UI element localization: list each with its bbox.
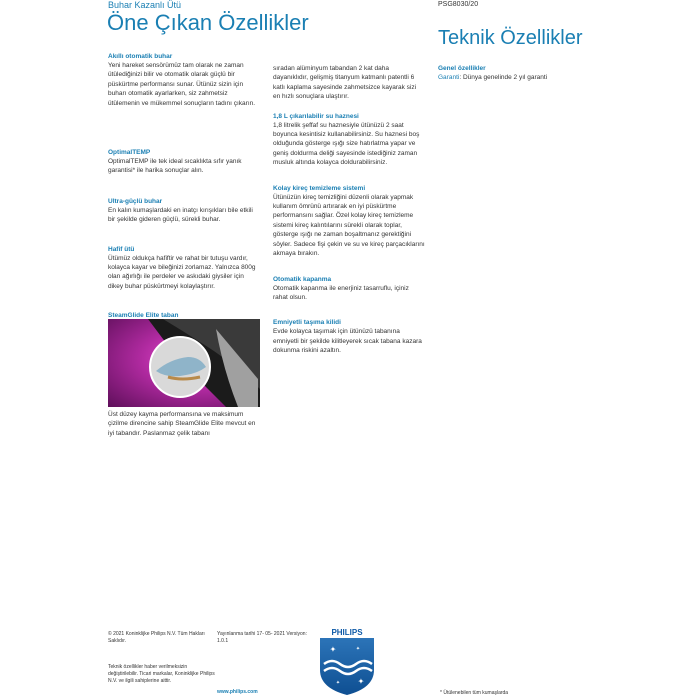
feature-title: Akıllı otomatik buhar [108, 53, 173, 60]
tech-spec-block [438, 64, 618, 82]
feature-title: 1,8 L çıkarılabilir su haznesi [273, 112, 359, 120]
steamglide-soleplate-image [108, 319, 260, 407]
footer-disclaimer: Teknik özellikler haber verilmeksizin değiştirilebilir. Ticari markalar, Koninklijke Philips N.V. ve ilgili sahiplerine aittir. [108, 664, 215, 684]
footer-url[interactable]: www.philips.com [217, 689, 258, 695]
philips-wordmark: PHILIPS [331, 628, 363, 637]
warranty-value: : Dünya genelinde 2 yıl garanti [459, 74, 548, 81]
tech-specs-title: Teknik Özellikler [438, 27, 583, 49]
feature-ultra-steam [108, 197, 258, 225]
steamglide-continued-text: sıradan alüminyum tabandan 2 kat daha dayanıklıdır, gelişmiş titanyum katmanlı patentli 6 katlı kaplama sayesinde zahmetsizce kayarak sizi en hızlı sonuçlara ulaştırır. [273, 65, 417, 101]
steamglide-caption: Üst düzey kayma performansına ve maksimum çizilme direncine sahip SteamGlide Elite mevcut en iyi tabandır. Paslanmaz çelik tabanı [108, 411, 256, 437]
feature-water-tank [273, 112, 425, 168]
feature-title: OptimalTEMP [108, 149, 151, 157]
feature-title: Kolay kireç temizleme sistemi [273, 184, 366, 192]
iron-illustration [108, 319, 260, 407]
footer-footnote: * Ütülenebilen tüm kumaşlarda [440, 690, 509, 696]
feature-safety-lock [273, 318, 425, 355]
feature-title: Hafif ütü [108, 245, 135, 253]
feature-title: Emniyetli taşıma kilidi [273, 319, 341, 327]
feature-text: Ütünüzün kireç temizliğini düzenli olarak yapmak kullanım ömrünü artırarak en iyi püskürtme performansını sağlar. Özel kolay kireç temizleme sistemi kireç kalıntılarını sürekli olarak toplar, gösterge ışığı ne zaman boşaltmanız gerektiğini söyler. Sadece fişi çekin ve su ve kireç parçacıklarını akmaya bırakın. [273, 193, 425, 258]
feature-title: Otomatik kapanma [273, 275, 332, 283]
feature-text: Yeni hareket sensörümüz tam olarak ne zaman ütülediğinizi bilir ve otomatik olarak güçlü bir püskürtme performansı sunar. Ütünüz sizin için buharı otomatik ayarlarken, siz zahmetsiz ütülemenin ve mükemmel sonuçların tadını çıkarın. [108, 62, 256, 107]
feature-light-iron [108, 245, 258, 292]
general-specs-label: Genel özellikler [438, 65, 486, 72]
features-column-2 [273, 64, 425, 356]
warranty-key: Garanti [438, 74, 460, 81]
feature-text: Otomatik kapanma ile enerjiniz tasarruflu, içiniz rahat olsun. [273, 284, 409, 301]
feature-optimaltemp [108, 148, 258, 176]
feature-auto-off [273, 275, 425, 303]
header-subtitle: Buhar Kazanlı Ütü [108, 0, 182, 10]
features-column-1 [108, 52, 258, 320]
svg-text:✦: ✦ [329, 645, 337, 654]
svg-text:✦: ✦ [335, 680, 341, 686]
feature-text: OptimalTEMP ile tek ideal sıcaklıkta sıfır yanık garantisi* ile harika sonuçlar alın. [108, 158, 242, 175]
page-title: Öne Çıkan Özellikler [107, 10, 309, 35]
footer-copyright: © 2021 Koninklijke Philips N.V. Tüm Hakları Saklıdır. [108, 631, 205, 644]
feature-title: SteamGlide Elite taban [108, 312, 179, 320]
svg-text:✦: ✦ [355, 646, 361, 652]
philips-shield-logo [316, 626, 378, 696]
model-code: PSG8030/20 [438, 1, 479, 8]
feature-text: 1,8 litrelik şeffaf su haznesiyle ütünüzü 2 saat boyunca kesintisiz kullanabilirsiniz. Su haznesi boş olduğunda gösterge ışığı size hatırlatma yapar ve geniş doldurma deliği sayesinde istediğiniz zaman musluk altında kolayca doldurabilirsiniz. [273, 121, 420, 167]
feature-easy-descale [273, 184, 425, 259]
feature-title: Ultra-güçlü buhar [108, 197, 163, 205]
feature-text: Ütümüz oldukça hafiftir ve rahat bir tutuşu vardır, kolayca kayar ve bileğinizi zorlamaz. Yalnızca 800g olan ağırlığı ile perdeler ve askıdaki giysiler için dikey buhar püskürtmeyi kolaylaştırır. [108, 254, 256, 290]
footer-publish-date: Yayınlanma tarihi 17- 05- 2021 Versiyon: 1.0.1 [217, 631, 307, 644]
feature-text: Evde kolayca taşımak için ütünüzü tabanına emniyetli bir şekilde kilitleyerek sıcak tabana kazara dokunma riskini azaltın. [273, 328, 422, 355]
svg-text:✦: ✦ [357, 677, 365, 686]
feature-text: En kalın kumaşlardaki en inatçı kırışıkları bile etkili bir şekilde gideren güçlü, sürekli buhar. [108, 206, 253, 224]
feature-smart-steam [108, 52, 258, 108]
